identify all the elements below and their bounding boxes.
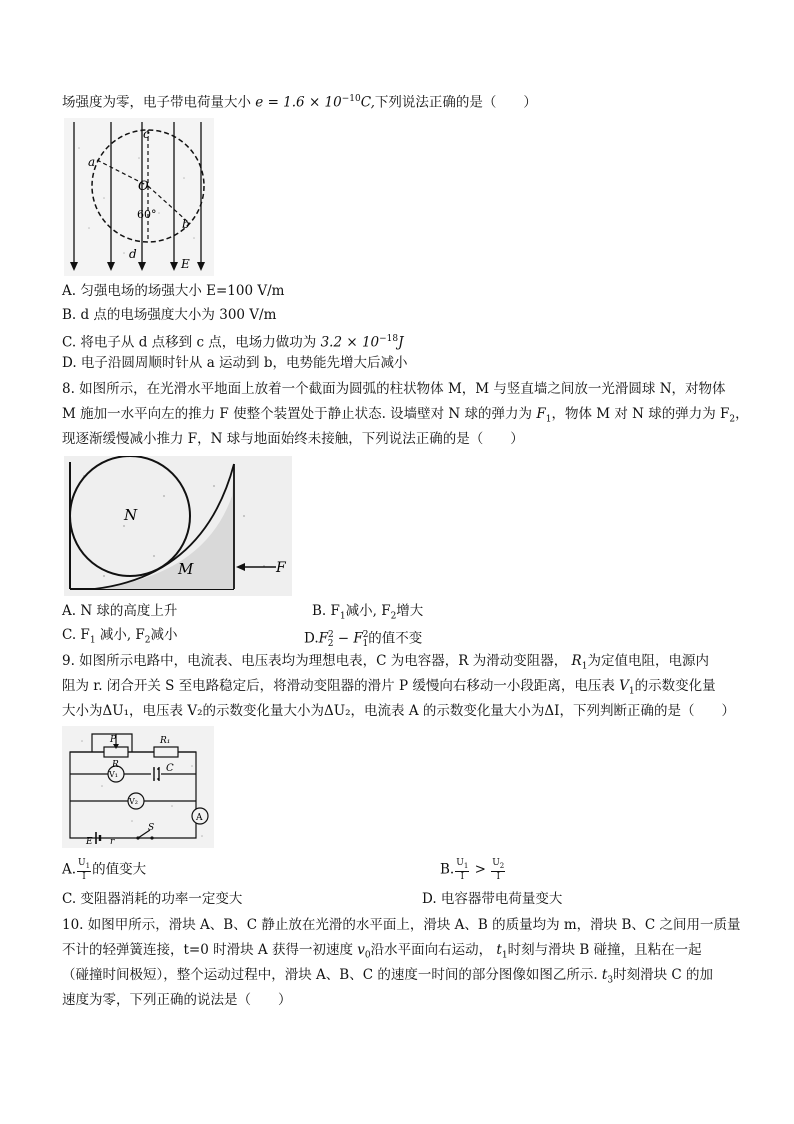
q9-stem-line3: 大小为ΔU₁，电压表 V₂的示数变化量大小为ΔU₂，电流表 A 的示数变化量大小为ΔI，下列判断正确的是（ ）	[62, 703, 735, 719]
label-o: O	[138, 179, 149, 194]
electric-field-circle-figure	[64, 118, 214, 276]
label-a: a	[88, 155, 96, 169]
q8-option-b: B. $F_1$减小, $F_2$增大	[312, 603, 424, 622]
q9-stem-line1: 9. 如图所示电路中，电流表、电压表均为理想电表，C 为电容器，R 为滑动变阻器， $R_1$为定值电阻，电源内	[62, 653, 709, 672]
q7-option-c: C. 将电子从 d 点移到 c 点，电场力做功为 $3.2 \times 10^{-18}J$	[62, 334, 404, 351]
q7-option-d: D. 电子沿圆周顺时针从 a 运动到 b，电势能先增大后减小	[62, 355, 408, 371]
q8-stem-line1: 8. 如图所示，在光滑水平地面上放着一个截面为圆弧的柱状物体 M，M 与竖直墙之间放一光滑圆球 N，对物体	[62, 381, 726, 397]
q7-option-b: B. d 点的电场强度大小为 300 V/m	[62, 307, 277, 323]
label-rr: r	[110, 837, 115, 847]
q8-option-a: A. N 球的高度上升	[62, 603, 178, 619]
label-b: b	[182, 217, 190, 231]
q8-option-d: $D.F^2_2 - F^2_1$的值不变	[304, 630, 423, 650]
ball-and-block-figure	[64, 456, 292, 596]
q8-stem-line2: M 施加一水平向左的推力 F 使整个装置处于静止状态. 设墙壁对 N 球的弹力为 $F_1$，物体 M 对 N 球的弹力为 $F_2$，	[62, 406, 749, 425]
q9-option-a: A. $\frac{U_1}{I}$ 的值变大	[62, 858, 147, 882]
label-n: N	[124, 506, 138, 524]
q10-stem-line4: 速度为零，下列正确的说法是（ ）	[62, 992, 292, 1008]
q9-option-b: B. $\frac{U_1}{I}$ > $\frac{U_2}{I}$	[440, 858, 505, 882]
q8-option-c: C. $F_1$ 减小, $F_2$减小	[62, 627, 178, 646]
label-c: C	[166, 763, 174, 774]
label-m: M	[178, 560, 194, 578]
label-e: E	[86, 837, 93, 847]
label-r: R	[112, 760, 119, 770]
label-v1: V₁	[109, 770, 118, 779]
q9-option-d: D. 电容器带电荷量变大	[422, 891, 563, 907]
label-s: S	[148, 823, 155, 833]
q7-option-a: A. 匀强电场的场强大小 E=100 V/m	[62, 283, 285, 299]
q7-stem: 场强度为零，电子带电荷量大小 $e = 1.6 \times 10^{-10}C$,下列说法正确的是（ ）	[62, 94, 537, 111]
label-f: F	[276, 560, 286, 576]
label-d: d	[129, 247, 137, 261]
q10-stem-line2: 不计的轻弹簧连接，t=0 时滑块 A 获得一初速度 $v_0$沿水平面向右运动， $t_1$时刻与滑块 B 碰撞，且粘在一起	[62, 942, 702, 961]
label-angle: 60°	[137, 208, 157, 221]
q10-stem-line3: （碰撞时间极短），整个运动过程中，滑块 A、B、C 的速度一时间的部分图像如图乙所示. $t_3$时刻滑块 C 的加	[62, 967, 714, 986]
circuit-diagram-figure	[62, 726, 214, 848]
q9-stem-line2: 阻为 r. 闭合开关 S 至电路稳定后，将滑动变阻器的滑片 P 缓慢向右移动一小段距离，电压表 $V_1$的示数变化量	[62, 678, 716, 697]
label-e: E	[181, 257, 190, 271]
label-v2: V₂	[129, 797, 138, 806]
label-a: A	[196, 813, 203, 823]
label-c: c	[143, 127, 150, 141]
q10-stem-line1: 10. 如图甲所示，滑块 A、B、C 静止放在光滑的水平面上，滑块 A、B 的质量均为 m，滑块 B、C 之间用一质量	[62, 917, 741, 933]
label-r1: R₁	[160, 736, 171, 746]
q8-stem-line3: 现逐渐缓慢减小推力 F，N 球与地面始终未接触，下列说法正确的是（ ）	[62, 431, 524, 447]
q9-option-c: C. 变阻器消耗的功率一定变大	[62, 891, 243, 907]
label-p: P	[110, 735, 117, 745]
